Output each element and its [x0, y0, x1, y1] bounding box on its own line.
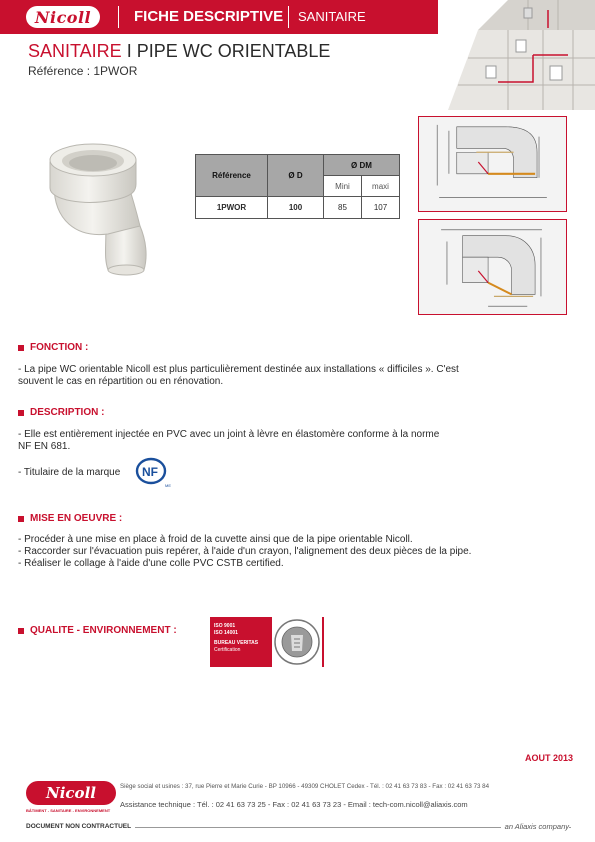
footer-address: Siège social et usines : 37, rue Pierre et Marie Curie - BP 10966 - 49309 CHOLET Cedex - Tél. : 02 41 63 73 83 - Fax : 02 41 63 73 84 [120, 783, 490, 790]
footer-aliaxis: an Aliaxis company [501, 822, 569, 831]
header-title: FICHE DESCRIPTIVE [134, 8, 284, 25]
description-text [18, 429, 518, 453]
footer-logo-text: Nicoll [46, 784, 96, 802]
fonction-text [18, 364, 518, 388]
spec-table [195, 154, 400, 219]
nf-mark-logo [134, 455, 176, 491]
svg-text:NF: NF [142, 465, 158, 479]
bullet-square-icon [18, 516, 24, 522]
logo-text: Nicoll [34, 7, 92, 27]
bullet-square-icon [18, 345, 24, 351]
table-row [196, 197, 400, 219]
cell-reference: 1PWOR [196, 197, 268, 219]
text-line: - Elle est entièrement injectée en PVC avec un joint à lèvre en élastomère conforme à la norme [18, 429, 440, 440]
footer-nicoll-logo [26, 781, 116, 805]
th-mini: Mini [324, 176, 362, 197]
bullet-square-icon [18, 410, 24, 416]
bullet-square-icon [18, 628, 24, 634]
technical-drawing-front [418, 219, 567, 315]
certification-badge [210, 617, 324, 667]
section-heading-qualite [18, 625, 177, 636]
cert-certification: Certification [214, 647, 241, 653]
cell-od: 100 [268, 197, 324, 219]
text-line: - La pipe WC orientable Nicoll est plus particulièrement destinée aux installations « difficiles ». C'est [18, 364, 459, 375]
marque-text: - Titulaire de la marque [18, 467, 121, 478]
header-divider [118, 6, 119, 28]
text-line: souvent le cas en répartition ou en rénovation. [18, 376, 224, 387]
header-divider [288, 6, 289, 28]
mise-en-oeuvre-text [18, 534, 518, 570]
footer-assistance: Assistance technique : Tél. : 02 41 63 73 25 - Fax : 02 41 63 73 23 - Email : tech-com.nicoll@aliaxis.com [120, 800, 468, 809]
title-separator: I [126, 41, 132, 61]
product-image [36, 130, 166, 280]
th-maxi: maxi [362, 176, 400, 197]
bureau-veritas-seal-icon [272, 617, 322, 667]
cell-maxi: 107 [362, 197, 400, 219]
th-od: Ø D [268, 155, 324, 197]
cell-mini: 85 [324, 197, 362, 219]
heading-text: QUALITE - ENVIRONNEMENT : [30, 625, 177, 636]
heading-text: MISE EN OEUVRE : [30, 513, 123, 524]
text-line: - Réaliser le collage à l'aide d'une colle PVC CSTB certified. [18, 558, 284, 569]
footer-non-contractuel: DOCUMENT NON CONTRACTUEL [26, 823, 135, 830]
title-product: PIPE WC ORIENTABLE [136, 41, 331, 61]
svg-text:ME: ME [165, 483, 171, 488]
th-reference: Référence [196, 155, 268, 197]
cert-iso14001: ISO 14001 [214, 630, 238, 636]
header-category: SANITAIRE [298, 9, 366, 24]
text-line: - Raccorder sur l'évacuation puis repérer, à l'aide d'un crayon, l'alignement des deux pièces de la pipe. [18, 546, 472, 557]
nicoll-logo [26, 6, 100, 28]
text-line: - Procéder à une mise en place à froid de la cuvette ainsi que de la pipe orientable Nicoll. [18, 534, 413, 545]
heading-text: DESCRIPTION : [30, 407, 105, 418]
product-reference: Référence : 1PWOR [28, 64, 138, 78]
building-illustration [438, 0, 595, 110]
page-title [28, 41, 330, 62]
th-odm: Ø DM [324, 155, 400, 176]
section-heading-mise-en-oeuvre [18, 513, 122, 524]
text-line: NF EN 681. [18, 441, 71, 452]
footer-tagline: BÂTIMENT - SANITAIRE - ENVIRONNEMENT [26, 808, 111, 813]
title-category: SANITAIRE [28, 41, 122, 61]
cert-iso9001: ISO 9001 [214, 623, 236, 629]
document-date: AOUT 2013 [524, 753, 573, 763]
section-heading-description [18, 407, 104, 418]
cert-bureau-veritas: BUREAU VERITAS [214, 640, 259, 646]
heading-text: FONCTION : [30, 342, 89, 353]
technical-drawing-side [418, 116, 567, 212]
section-heading-fonction [18, 342, 88, 353]
